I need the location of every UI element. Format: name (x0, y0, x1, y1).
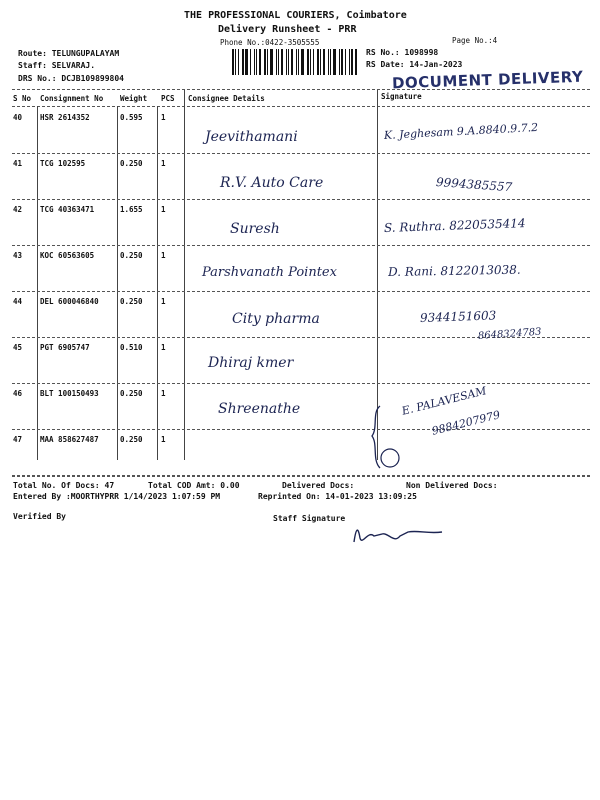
phone-number: Phone No.:0422-3505555 (220, 38, 320, 47)
barcode-bar (259, 49, 261, 75)
entered-by: Entered By :MOORTHYPRR 1/14/2023 1:07:59 PM (13, 492, 221, 501)
row-sno: 42 (13, 205, 23, 214)
rs-number: RS No.: 1098998 (366, 48, 439, 57)
row-pcs: 1 (161, 251, 166, 260)
row-consignment-no: KOC 60563605 (40, 251, 95, 260)
barcode-bar (320, 49, 321, 75)
barcode-bar (264, 49, 266, 75)
row-sno: 47 (13, 435, 23, 444)
barcode-bar (281, 49, 283, 75)
row-separator (12, 245, 590, 246)
row-weight: 1.655 (120, 205, 143, 214)
barcode-bar (328, 49, 329, 75)
row-consignee-handwritten: Suresh (230, 221, 280, 237)
row-consignee-handwritten: City pharma (232, 311, 320, 327)
barcode-bar (267, 49, 268, 75)
barcode-bar (296, 49, 297, 75)
row-signature-handwritten: K. Jeghesam 9.A.8840.9.7.2 (383, 120, 539, 142)
row-pcs: 1 (161, 343, 166, 352)
reprinted-on: Reprinted On: 14-01-2023 13:09:25 (258, 492, 417, 501)
col-divider (37, 106, 38, 460)
row-signature-handwritten: E. PALAVESAM (400, 384, 488, 418)
barcode-bar (276, 49, 277, 75)
barcode-bar (307, 49, 309, 75)
row-pcs: 1 (161, 205, 166, 214)
barcode-bar (245, 49, 248, 75)
barcode-bar (339, 49, 340, 75)
barcode-bar (238, 49, 239, 75)
non-delivered-docs: Non Delivered Docs: (406, 481, 498, 490)
row-separator (12, 291, 590, 292)
barcode-bar (330, 49, 331, 75)
col-divider (157, 106, 158, 460)
staff-field: Staff: SELVARAJ. (18, 61, 96, 70)
row-separator (12, 153, 590, 154)
row-consignee-handwritten: R.V. Auto Care (220, 175, 324, 191)
verified-by: Verified By (13, 512, 66, 521)
barcode-bar (235, 49, 236, 75)
row-signature-handwritten: S. Ruthra. 8220535414 (383, 216, 526, 235)
barcode-bar (301, 49, 304, 75)
barcode-bar (286, 49, 287, 75)
row-pcs: 1 (161, 297, 166, 306)
row-signature-handwritten: D. Rani. 8122013038. (387, 262, 521, 279)
barcode-bar (242, 49, 244, 75)
row-consignee-handwritten: Parshvanath Pointex (202, 265, 337, 280)
row-weight: 0.595 (120, 113, 143, 122)
col-divider (117, 106, 118, 460)
row-separator (12, 383, 590, 384)
barcode-bar (254, 49, 255, 75)
barcode-bar (298, 49, 299, 75)
row-weight: 0.510 (120, 343, 143, 352)
document-delivery-stamp: DOCUMENT DELIVERY (391, 67, 584, 93)
row-consignee-handwritten: Jeevithamani (205, 129, 298, 145)
row-separator (12, 199, 590, 200)
row-signature-handwritten: 9884207979 (430, 408, 502, 438)
company-name: THE PROFESSIONAL COURIERS, Coimbatore (184, 10, 407, 21)
barcode-bar (333, 49, 336, 75)
row-weight: 0.250 (120, 435, 143, 444)
table-bottom-rule (12, 476, 590, 477)
col-consignment: Consignment No (40, 94, 104, 103)
row-pcs: 1 (161, 435, 166, 444)
col-sno: S No (13, 94, 32, 103)
staff-signature-label: Staff Signature (273, 514, 346, 523)
row-consignment-no: HSR 2614352 (40, 113, 90, 122)
row-consignment-no: DEL 600046840 (40, 297, 99, 306)
barcode-bar (310, 49, 311, 75)
col-signature: Signature (381, 92, 422, 101)
delivered-docs: Delivered Docs: (282, 481, 355, 490)
row-separator (12, 429, 590, 430)
barcode-bar (323, 49, 325, 75)
col-pcs: PCS (161, 94, 175, 103)
row-sno: 45 (13, 343, 23, 352)
row-sno: 40 (13, 113, 23, 122)
header-bottom-rule (12, 106, 590, 107)
barcode-bar (349, 49, 350, 75)
barcode-bar (278, 49, 279, 75)
row-signature-handwritten: 9994385557 (435, 175, 513, 195)
row-weight: 0.250 (120, 251, 143, 260)
total-docs: Total No. Of Docs: 47 (13, 481, 115, 490)
row-signature-handwritten: 8648324783 (477, 326, 542, 342)
brace-mark (366, 404, 406, 470)
row-sno: 43 (13, 251, 23, 260)
barcode-bar (291, 49, 293, 75)
barcode-bar (341, 49, 343, 75)
barcode-bar (232, 49, 234, 75)
row-sno: 41 (13, 159, 23, 168)
page-number: Page No.:4 (452, 36, 498, 45)
barcode-bar (345, 49, 346, 75)
sheet-title: Delivery Runsheet - PRR (218, 24, 357, 35)
col-consignee: Consignee Details (188, 94, 265, 103)
row-weight: 0.250 (120, 159, 143, 168)
col-divider (184, 90, 185, 460)
row-weight: 0.250 (120, 389, 143, 398)
barcode-bar (256, 49, 257, 75)
row-consignment-no: TCG 40363471 (40, 205, 95, 214)
row-consignment-no: MAA 858627487 (40, 435, 99, 444)
row-weight: 0.250 (120, 297, 143, 306)
row-consignee-handwritten: Dhiraj kmer (208, 355, 294, 371)
row-consignment-no: TCG 102595 (40, 159, 86, 168)
row-pcs: 1 (161, 159, 166, 168)
barcode-bar (351, 49, 353, 75)
row-consignment-no: PGT 6905747 (40, 343, 90, 352)
barcode-bar (313, 49, 314, 75)
row-consignee-handwritten: Shreenathe (218, 401, 301, 417)
staff-signature-mark (348, 520, 448, 550)
row-sno: 44 (13, 297, 23, 306)
row-pcs: 1 (161, 113, 166, 122)
barcode-bar (270, 49, 273, 75)
route-field: Route: TELUNGUPALAYAM (18, 49, 120, 58)
header-top-rule (12, 89, 590, 90)
drs-number: DRS No.: DCJB109899804 (18, 74, 124, 83)
barcode-bar (317, 49, 319, 75)
col-weight: Weight (120, 94, 148, 103)
barcode-bar (288, 49, 289, 75)
barcode-bar (250, 49, 251, 75)
barcode (232, 49, 360, 75)
row-consignment-no: BLT 100150493 (40, 389, 99, 398)
rs-date: RS Date: 14-Jan-2023 (366, 60, 463, 69)
total-cod-amount: Total COD Amt: 0.00 (148, 481, 240, 490)
row-sno: 46 (13, 389, 23, 398)
row-signature-handwritten: 9344151603 (419, 308, 497, 325)
row-pcs: 1 (161, 389, 166, 398)
barcode-bar (355, 49, 357, 75)
